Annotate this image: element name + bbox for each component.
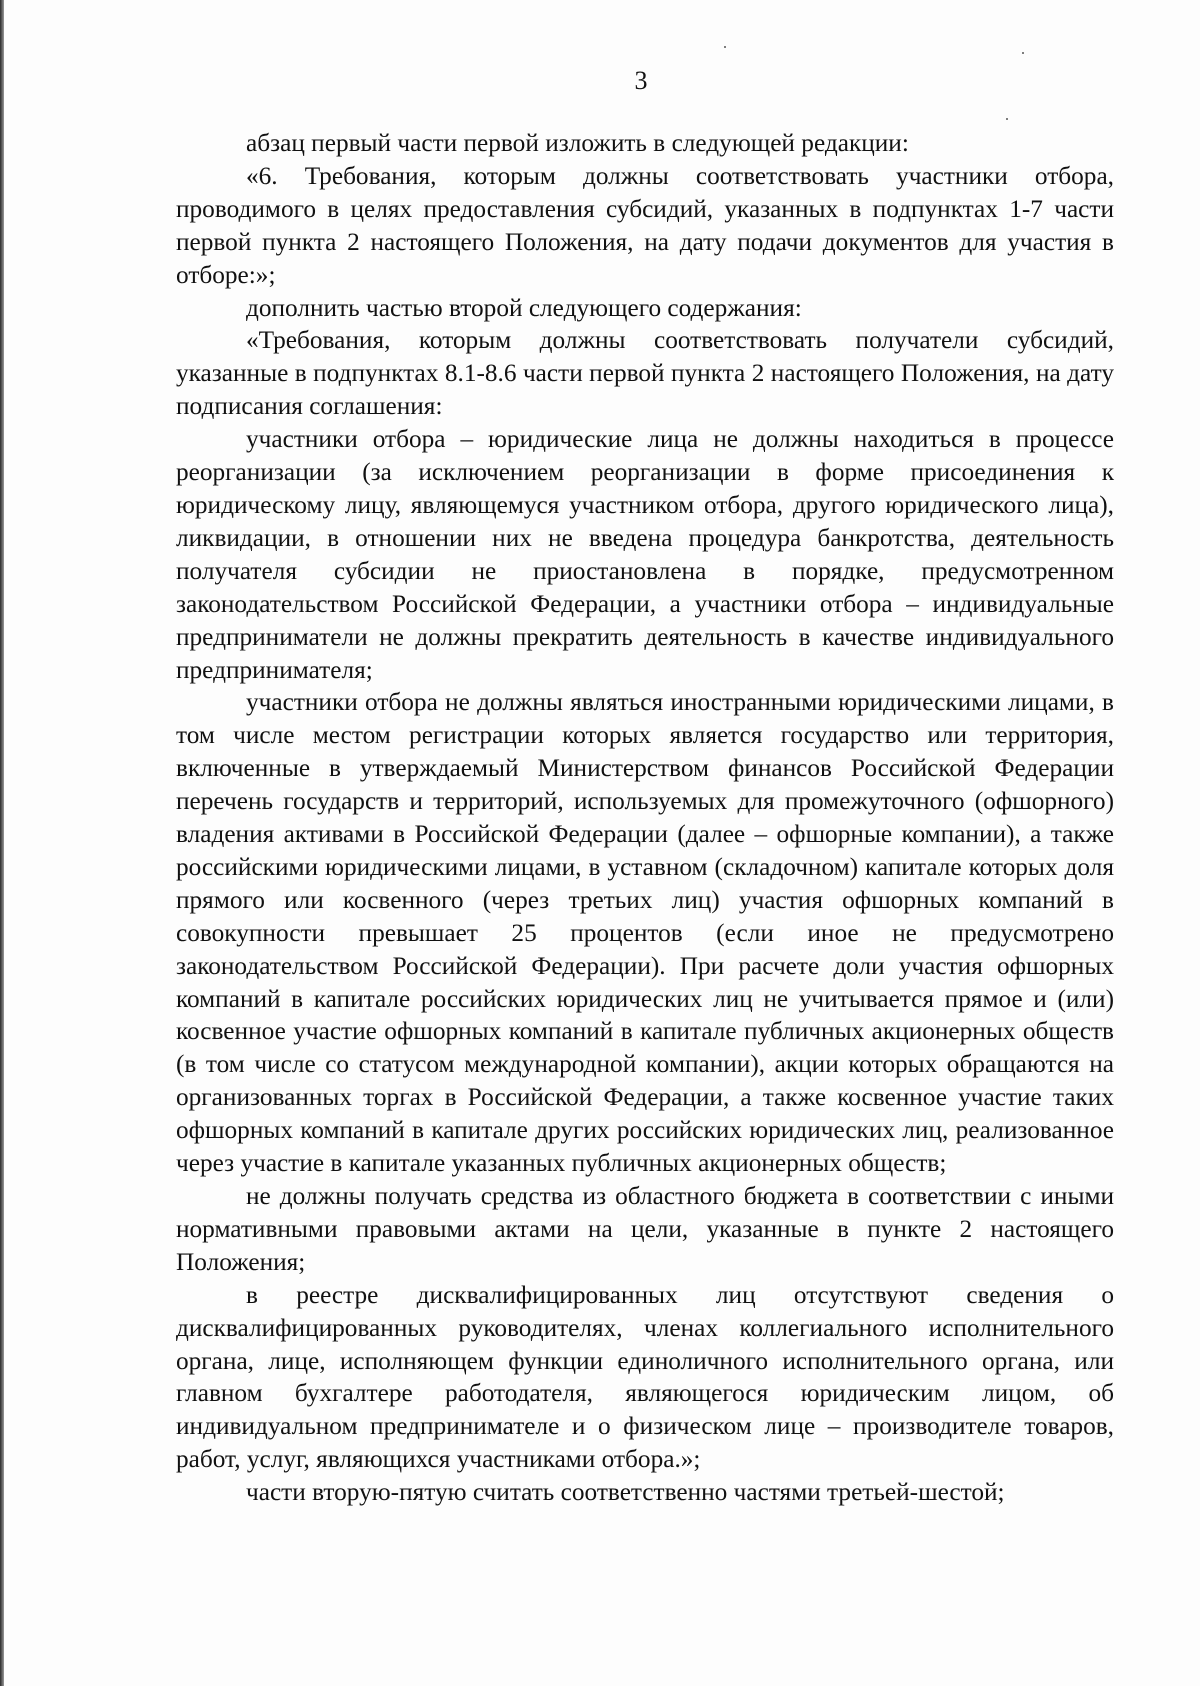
- scan-speck: [1022, 52, 1024, 54]
- paragraph: «Требования, которым должны соответствовать получатели субсидий, указанные в подпунктах 8.1-8.6 части первой пункта 2 настоящего Положения, на дату подписания соглашения:: [176, 326, 1114, 421]
- paragraph: дополнить частью второй следующего содержания:: [246, 293, 802, 322]
- paragraph: части вторую-пятую считать соответственно частями третьей-шестой;: [246, 1478, 1005, 1507]
- paragraph: участники отбора – юридические лица не должны находиться в процессе реорганизации (за исключением реорганизации в форме присоединения к юридическому лицу, являющемуся участником отбора, другого юридического лица), ликвидации, в отношении них не введена процедура банкротства, деятельность получателя субсидии не приостановлена в порядке, предусмотренном законодательством Российской Федерации, а участники отбора – индивидуальные предприниматели не должны прекратить деятельность в качестве индивидуального предпринимателя;: [176, 425, 1114, 684]
- paragraph: «6. Требования, которым должны соответствовать участники отбора, проводимого в целях предоставления субсидий, указанных в подпунктах 1-7 части первой пункта 2 настоящего Положения, на дату подачи документов для участия в отборе:»;: [176, 161, 1114, 289]
- scan-speck: [724, 46, 726, 48]
- document-body: [176, 127, 1114, 1509]
- scan-speck: [1006, 118, 1008, 120]
- paragraph: в реестре дисквалифицированных лиц отсутствуют сведения о дисквалифицированных руководителях, членах коллегиального исполнительного органа, лице, исполняющем функции единоличного исполнительного органа, или главном бухгалтере работодателя, являющегося юридическим лицом, об индивидуальном предпринимателе и о физическом лице – производителе товаров, работ, услуг, являющихся участниками отбора.»;: [176, 1280, 1114, 1474]
- paragraph: участники отбора не должны являться иностранными юридическими лицами, в том числе местом регистрации которых является государство или территория, включенные в утверждаемый Министерством финансов Российской Федерации перечень государств и территорий, используемых для промежуточного (офшорного) владения активами в Российской Федерации (далее – офшорные компании), а также российскими юридическими лицами, в уставном (складочном) капитале которых доля прямого или косвенного (через третьих лиц) участия офшорных компаний в совокупности превышает 25 процентов (если иное не предусмотрено законодательством Российской Федерации). При расчете доли участия офшорных компаний в капитале российских юридических лиц не учитывается прямое и (или) косвенное участие офшорных компаний в капитале публичных акционерных обществ (в том числе со статусом международной компании), акции которых обращаются на организованных торгах в Российской Федерации, а также косвенное участие таких офшорных компаний в капитале других российских юридических лиц, реализованное через участие в капитале указанных публичных акционерных обществ;: [176, 688, 1114, 1178]
- paragraph: не должны получать средства из областного бюджета в соответствии с иными нормативными правовыми актами на цели, указанные в пункте 2 настоящего Положения;: [176, 1182, 1114, 1276]
- paragraph: абзац первый части первой изложить в следующей редакции:: [246, 129, 909, 157]
- page-number: 3: [634, 66, 648, 95]
- scan-edge: [0, 0, 4, 1686]
